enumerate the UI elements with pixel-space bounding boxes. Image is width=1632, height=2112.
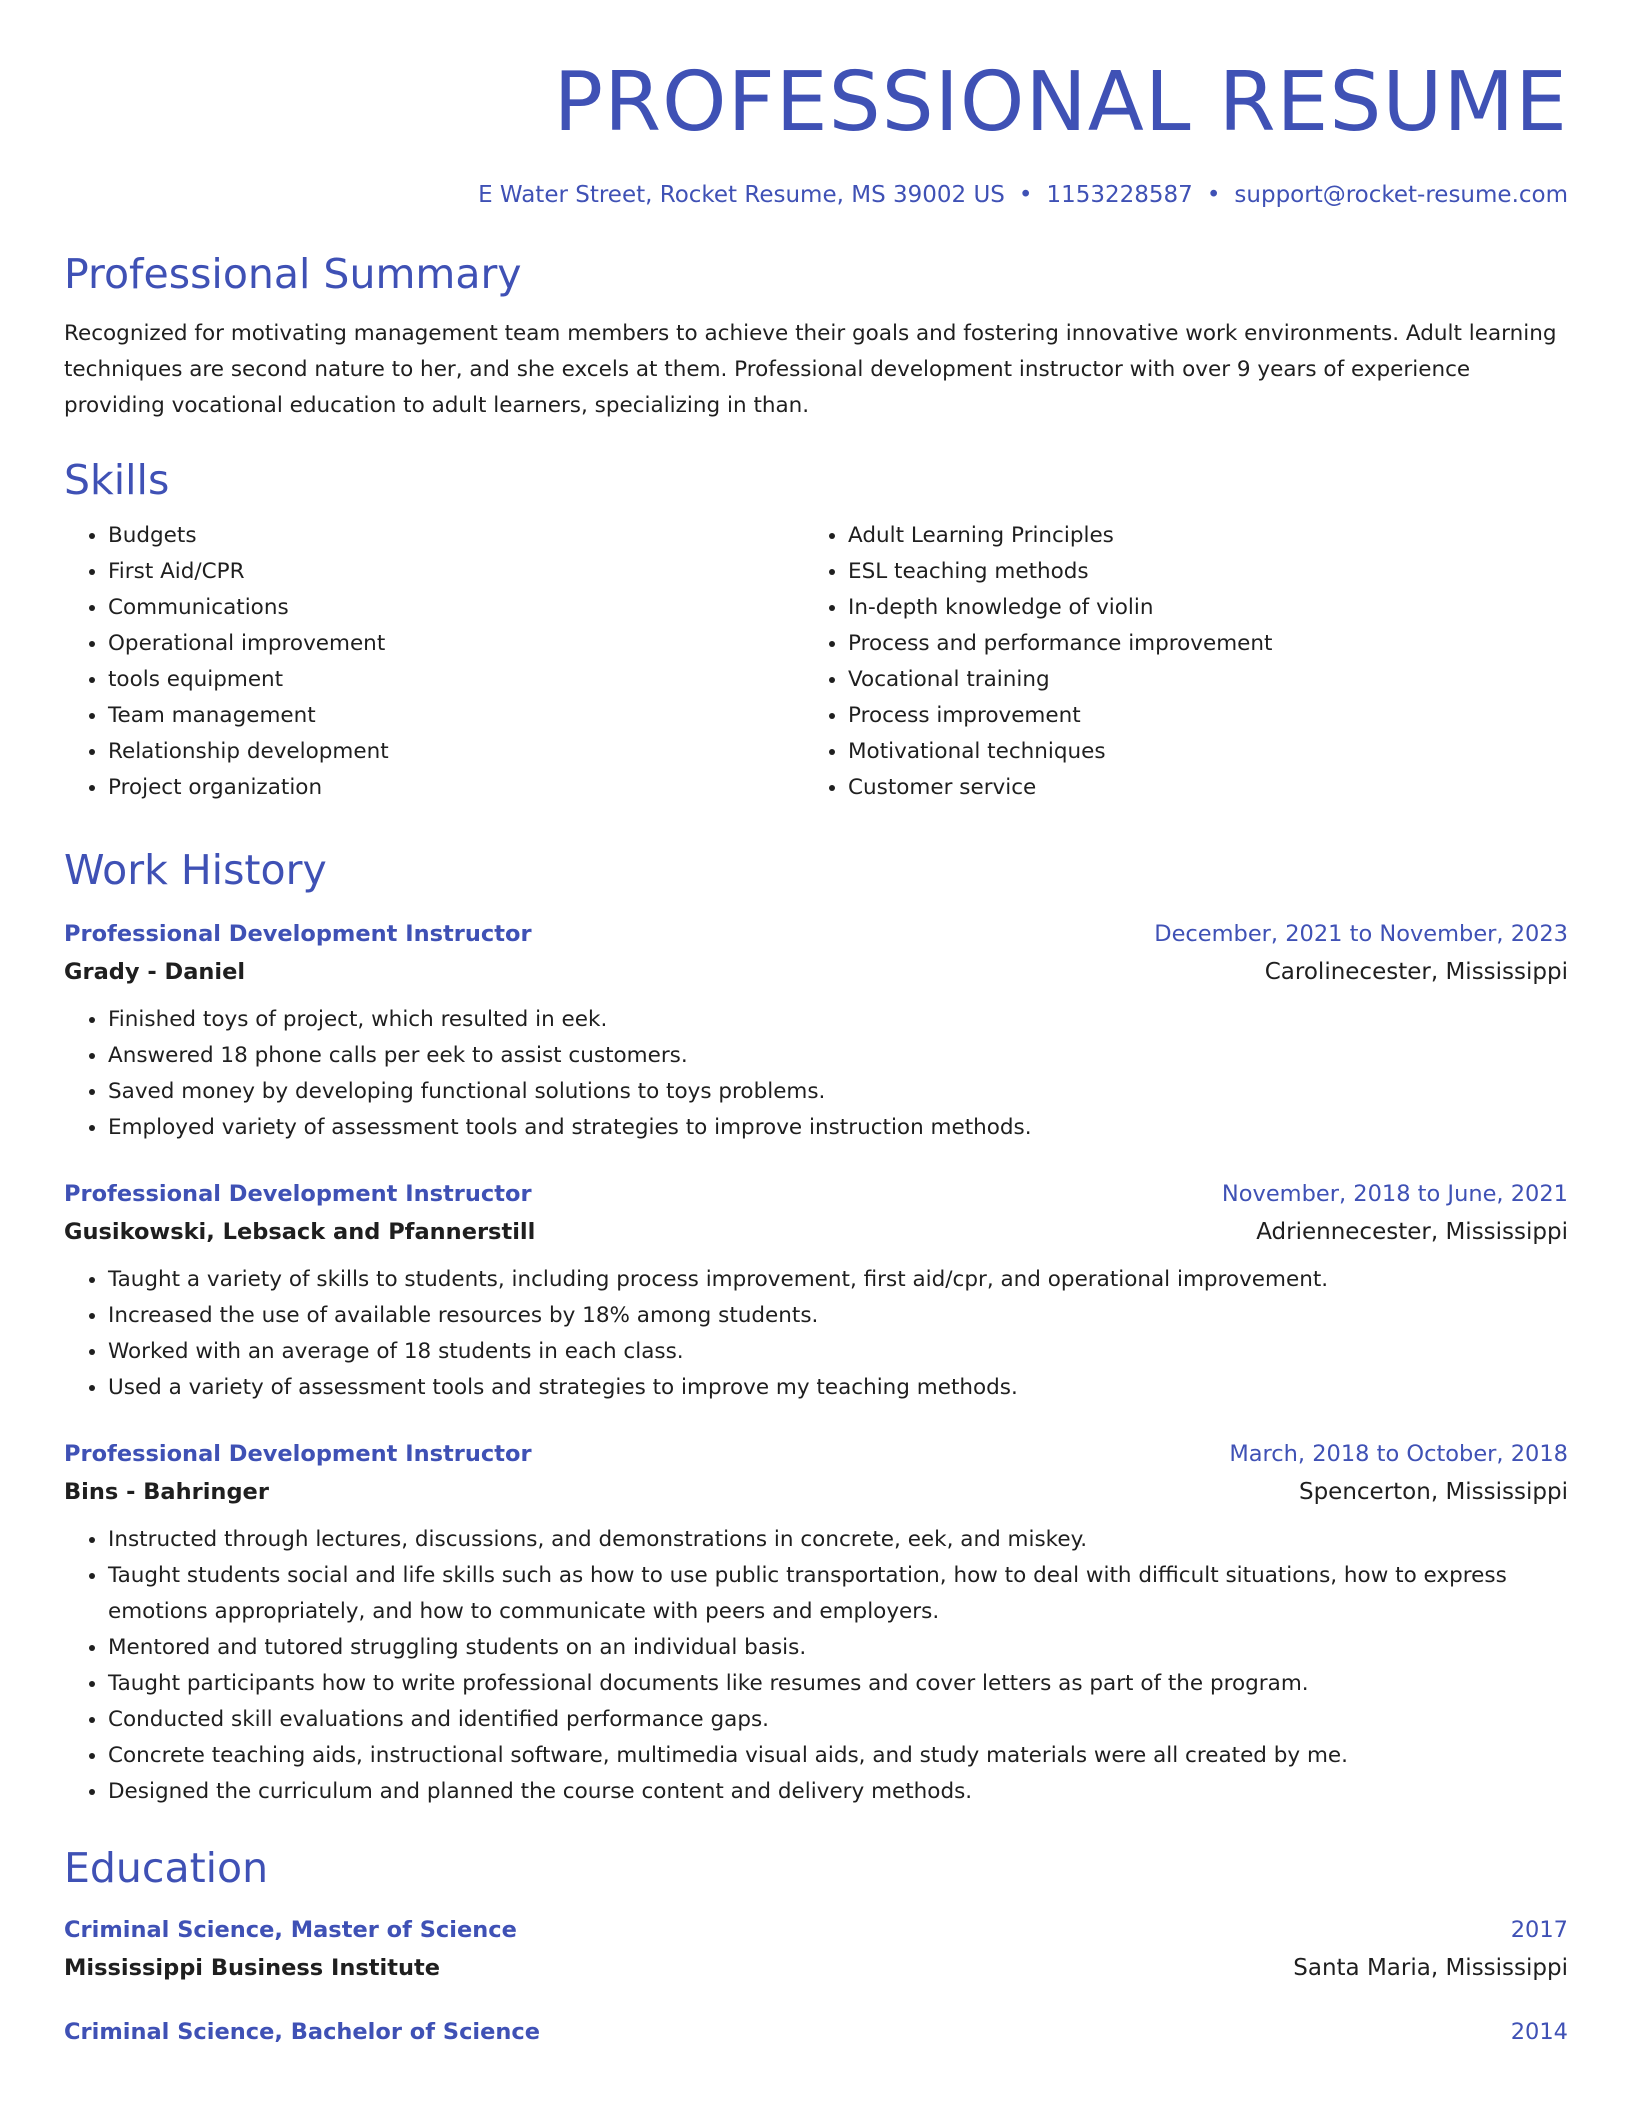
job-location: Spencerton, Mississippi [1298,1479,1568,1505]
job-header-row [64,1436,1568,1472]
skills-heading: Skills [64,456,170,504]
job-dates: December, 2021 to November, 2023 [1154,921,1568,947]
job-dates: November, 2018 to June, 2021 [1221,1181,1568,1207]
job-title: Professional Development Instructor [64,1181,532,1207]
skill-item: • Customer service [848,770,1544,806]
contact-email[interactable]: support@rocket-resume.com [1234,182,1568,208]
job-bullet: • Designed the curriculum and planned the course content and delivery methods. [108,1774,1568,1810]
job-bullet: • Increased the use of available resources by 18% among students. [108,1298,1568,1334]
education-year: 2014 [1510,2019,1568,2045]
job-bullet: • Conducted skill evaluations and identified performance gaps. [108,1702,1568,1738]
skill-item: • Vocational training [848,662,1544,698]
skill-item: • Motivational techniques [848,734,1544,770]
education-header-row [64,2014,1568,2050]
summary-text: Recognized for motivating management team members to achieve their goals and fostering innovative work environments. Adult learning techniques are second nature to her, and she excels at them. Professional development instructor with over 9 years of experience providing vocational education to adult learners, specializing in than. [64,321,1557,418]
job-bullet: • Taught a variety of skills to students, including process improvement, first aid/cpr, and operational improvement. [108,1262,1568,1298]
job-bullet: • Worked with an average of 18 students in each class. [108,1334,1568,1370]
job-company-row [64,1212,1568,1252]
contact-address: E Water Street, Rocket Resume, MS 39002 US [478,182,1005,208]
job-location: Carolinecester, Mississippi [1264,959,1568,985]
job-company-row [64,1472,1568,1512]
skill-item: • Communications [108,590,804,626]
skill-item: • Budgets [108,518,804,554]
skills-list-left [64,518,804,806]
job-dates: March, 2018 to October, 2018 [1229,1441,1568,1467]
job-bullet: • Employed variety of assessment tools and strategies to improve instruction methods. [108,1110,1568,1146]
education-heading: Education [64,1844,269,1892]
contact-separator: • [1018,182,1033,208]
job-entry [64,1176,1568,1406]
skills-list-right [804,518,1544,806]
contact-separator: • [1206,182,1221,208]
job-company: Bins - Bahringer [64,1479,269,1505]
education-school-row [64,1948,1568,1988]
job-header-row [64,1176,1568,1212]
job-company: Grady - Daniel [64,959,246,985]
skill-item: • First Aid/CPR [108,554,804,590]
education-degree: Criminal Science, Master of Science [64,1917,517,1943]
job-entry [64,916,1568,1146]
skills-grid [64,518,1568,806]
education-year: 2017 [1510,1917,1568,1943]
education-location: Santa Maria, Mississippi [1293,1955,1568,1981]
skill-item: • Relationship development [108,734,804,770]
job-entry [64,1436,1568,1810]
job-bullets [64,1002,1568,1146]
job-title: Professional Development Instructor [64,1441,532,1467]
job-bullet: • Concrete teaching aids, instructional software, multimedia visual aids, and study materials were all created by me. [108,1738,1568,1774]
contact-phone: 1153228587 [1046,182,1193,208]
education-entry [64,2014,1568,2050]
job-location: Adriennecester, Mississippi [1256,1219,1568,1245]
job-bullet: • Taught participants how to write professional documents like resumes and cover letters as part of the program. [108,1666,1568,1702]
job-header-row [64,916,1568,952]
job-bullet: • Mentored and tutored struggling students on an individual basis. [108,1630,1568,1666]
education-header-row [64,1912,1568,1948]
skill-item: • Process improvement [848,698,1544,734]
resume-header [64,48,1568,212]
job-bullet: • Answered 18 phone calls per eek to assist customers. [108,1038,1568,1074]
skill-item: • Team management [108,698,804,734]
education-entry [64,1912,1568,1988]
job-bullet: • Finished toys of project, which resulted in eek. [108,1002,1568,1038]
job-bullet: • Used a variety of assessment tools and strategies to improve my teaching methods. [108,1370,1568,1406]
skill-item: • tools equipment [108,662,804,698]
job-company-row [64,952,1568,992]
skill-item: • Project organization [108,770,804,806]
job-bullets [64,1522,1568,1810]
education-school: Mississippi Business Institute [64,1955,441,1981]
contact-line [64,178,1568,212]
work-history-heading: Work History [64,846,327,894]
skill-item: • Operational improvement [108,626,804,662]
job-bullets [64,1262,1568,1406]
skill-item: • Process and performance improvement [848,626,1544,662]
skill-item: • ESL teaching methods [848,554,1544,590]
job-title: Professional Development Instructor [64,921,532,947]
education-degree: Criminal Science, Bachelor of Science [64,2019,540,2045]
job-bullet: • Taught students social and life skills such as how to use public transportation, how to deal with difficult situations, how to express emotions appropriately, and how to communicate with peers and employers. [108,1558,1568,1630]
job-bullet: • Instructed through lectures, discussions, and demonstrations in concrete, eek, and miskey. [108,1522,1568,1558]
job-company: Gusikowski, Lebsack and Pfannerstill [64,1219,536,1245]
summary-heading: Professional Summary [64,250,522,298]
skill-item: • In-depth knowledge of violin [848,590,1544,626]
skill-item: • Adult Learning Principles [848,518,1544,554]
job-bullet: • Saved money by developing functional solutions to toys problems. [108,1074,1568,1110]
resume-name: PROFESSIONAL RESUME [553,55,1568,150]
